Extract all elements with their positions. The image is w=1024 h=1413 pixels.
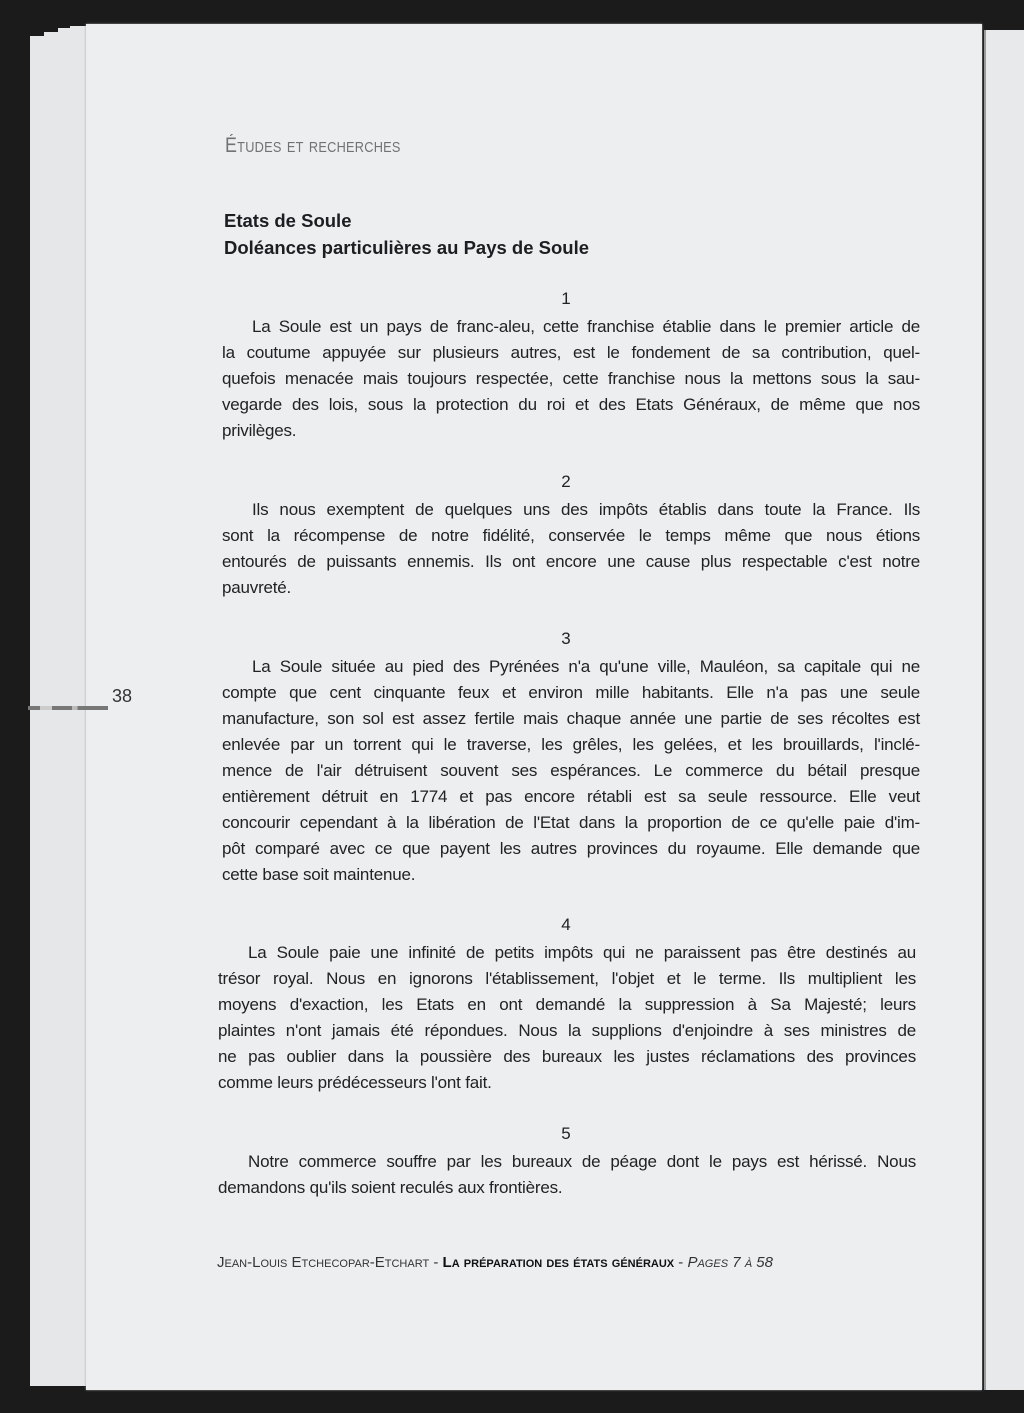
- footer-separator: -: [674, 1254, 688, 1271]
- article-title: Etats de Soule: [224, 210, 352, 231]
- text-line: vegarde des lois, sous la protection du roi et des Etats Généraux, de même que nos: [222, 395, 920, 414]
- text-line: enlevée par un torrent qui le traverse, les grêles, les gelées, et les brouillards, l'inclé-: [222, 735, 920, 754]
- text-line: La Soule est un pays de franc-aleu, cette franchise établie dans le premier article de: [252, 317, 920, 336]
- text-line: concourir cependant à la libération de l'Etat dans la proportion de ce qu'elle paie d'im-: [222, 813, 920, 832]
- running-header: Études et recherches: [225, 134, 401, 157]
- text-line: entourés de puissants ennemis. Ils ont encore une cause plus respectable c'est notre: [222, 552, 920, 571]
- text-line: cette base soit maintenue.: [222, 865, 416, 884]
- text-line: pauvreté.: [222, 578, 292, 597]
- text-line: demandons qu'ils soient reculés aux frontières.: [218, 1178, 563, 1197]
- text-line: compte que cent cinquante feux et environ mille habitants. Elle n'a pas une seule: [222, 683, 920, 702]
- footer-book-title: La préparation des états généraux: [442, 1254, 675, 1271]
- text-line: Ils nous exemptent de quelques uns des impôts établis dans toute la France. Ils: [252, 500, 920, 519]
- text-line: privilèges.: [222, 421, 297, 440]
- text-line: entièrement détruit en 1774 et pas encore rétabli est sa seule ressource. Elle veut: [222, 787, 920, 806]
- text-line: La Soule située au pied des Pyrénées n'a qu'une ville, Mauléon, sa capitale qui ne: [252, 657, 920, 676]
- page-footer: [217, 1254, 773, 1271]
- section-number: 5: [561, 1124, 571, 1143]
- text-line: Notre commerce souffre par les bureaux de péage dont le pays est hérissé. Nous: [248, 1152, 916, 1171]
- text-line: trésor royal. Nous en ignorons l'établissement, l'objet et le terme. Ils multiplient les: [218, 969, 916, 988]
- section-number: 2: [561, 472, 571, 491]
- text-line: sont la récompense de notre fidélité, conservée le temps même que nous étions: [222, 526, 920, 545]
- article-subtitle: Doléances particulières au Pays de Soule: [224, 237, 590, 258]
- text-line: moyens d'exaction, les Etats en ont demandé la suppression à Sa Majesté; leurs: [218, 995, 916, 1014]
- footer-author: Jean-Louis Etchecopar-Etchart: [217, 1254, 430, 1271]
- section-number: 3: [561, 629, 571, 648]
- footer-pages: Pages 7 à 58: [687, 1254, 773, 1271]
- text-line: pôt comparé avec ce que payent les autres provinces du royaume. Elle demande que: [222, 839, 920, 858]
- page-marker: [28, 706, 108, 710]
- paragraph: [218, 940, 916, 1096]
- text-line: manufacture, son sol est assez fertile mais chaque année une partie de ses récoltes est: [222, 709, 920, 728]
- footer-separator: -: [429, 1254, 443, 1271]
- text-line: quefois menacée mais toujours respectée, cette franchise nous la mettons sous la sau-: [222, 369, 920, 388]
- text-line: mence de l'air détruisent souvent ses espérances. Le commerce du bétail presque: [222, 761, 920, 780]
- section-number: 4: [561, 915, 571, 934]
- page-number: 38: [112, 686, 133, 706]
- facing-page-edge: [984, 30, 1024, 1390]
- paragraph: [222, 314, 920, 444]
- text-line: La Soule paie une infinité de petits impôts qui ne paraissent pas être destinés au: [248, 943, 916, 962]
- text-line: comme leurs prédécesseurs l'ont fait.: [218, 1073, 492, 1092]
- section-number: 1: [561, 289, 571, 308]
- text-line: ne pas oublier dans la poussière des bureaux les justes réclamations des provinces: [218, 1047, 916, 1066]
- paragraph: [222, 497, 920, 601]
- text-line: la coutume appuyée sur plusieurs autres, est le fondement de sa contribution, quel-: [222, 343, 920, 362]
- paragraph: [218, 1149, 916, 1201]
- text-line: plaintes n'ont jamais été répondues. Nous la supplions d'enjoindre à ses ministres de: [218, 1021, 916, 1040]
- paragraph: [222, 654, 920, 888]
